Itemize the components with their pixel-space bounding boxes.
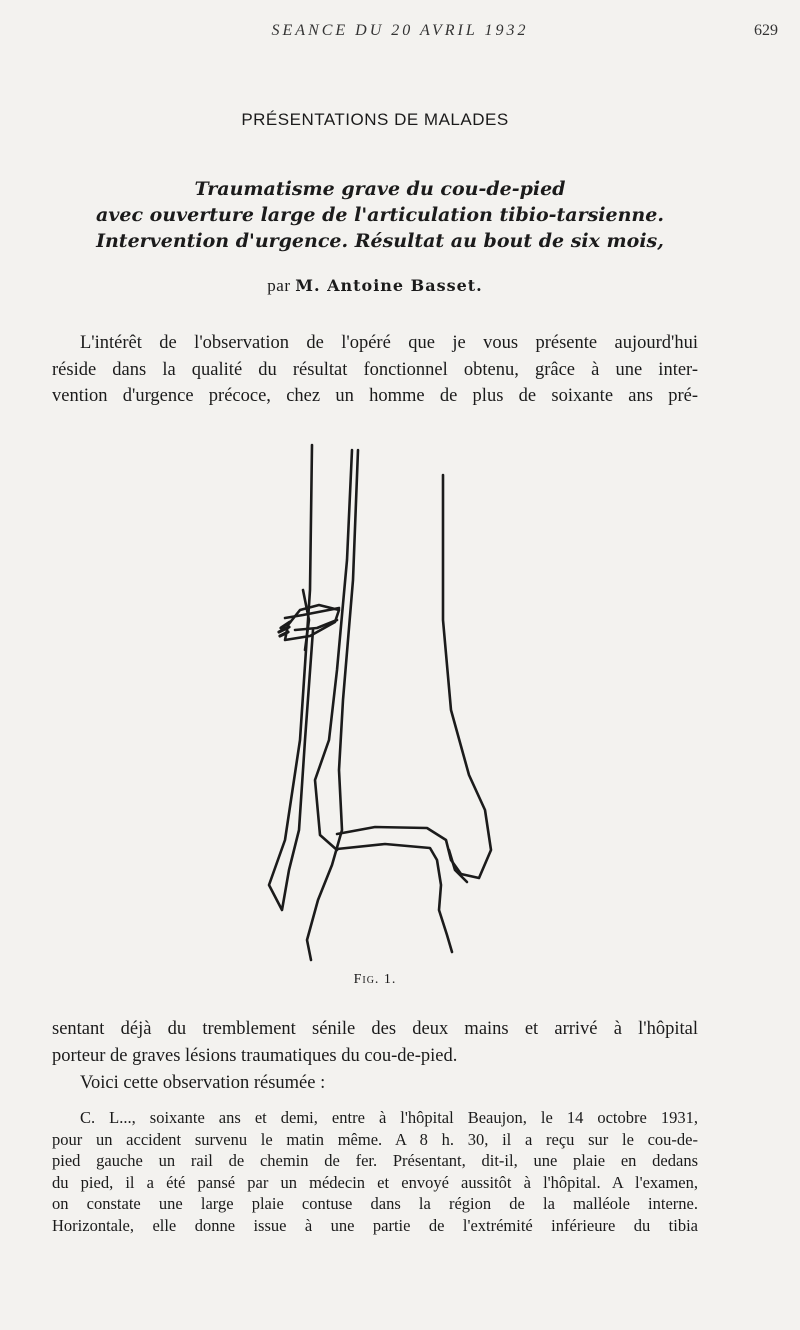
observation-text (52, 1107, 698, 1236)
text-line: porteur de graves lésions traumatiques du cou-de-pied. (52, 1045, 458, 1066)
text-line: du pied, il a été pansé par un médecin et envoyé aussitôt à l'hôpital. A l'examen, (52, 1172, 698, 1192)
author-name: M. Antoine Basset. (295, 276, 483, 295)
text-line: Voici cette observation résumée : (80, 1073, 326, 1093)
byline (0, 276, 750, 296)
paragraph-continuation (52, 1016, 698, 1069)
byline-prefix: par (267, 276, 291, 295)
text-line: Horizontale, elle donne issue à une partie de l'extrémité inférieure du tibia (52, 1215, 698, 1235)
text-line: L'intérêt de l'observation de l'opéré que je vous présente aujourd'hui (80, 333, 698, 353)
tibia-right-border (337, 475, 491, 878)
text-line: pour un accident survenu le matin même. A 8 h. 30, il a reçu sur le cou-de- (52, 1129, 698, 1149)
section-title: PRÉSENTATIONS DE MALADES (241, 110, 509, 129)
article-title-line: avec ouverture large de l'articulation tibio-tarsienne. (96, 204, 664, 226)
fibula-outline (269, 445, 313, 910)
text-line: pied gauche un rail de chemin de fer. Présentant, dit-il, une plaie en dedans (52, 1151, 698, 1170)
paragraph-intro (52, 330, 698, 410)
cerclage-wire-knot (279, 622, 290, 636)
text-line: on constate une large plaie contuse dans la région de la malléole interne. (52, 1194, 698, 1213)
article-title-line: Traumatisme grave du cou-de-pied (194, 178, 566, 200)
text-line: réside dans la qualité du résultat fonctionnel obtenu, grâce à une inter- (52, 359, 698, 380)
figure-bone-drawing (255, 440, 515, 970)
paragraph-summary-intro (52, 1070, 698, 1097)
article-title-line: Intervention d'urgence. Résultat au bout de six mois, (96, 230, 664, 252)
figure-caption: Fig. 1. (353, 972, 397, 987)
page-number: 629 (754, 22, 778, 39)
text-line: sentant déjà du tremblement sénile des deux mains et arrivé à l'hôpital (52, 1019, 698, 1039)
cerclage-wire (285, 608, 339, 618)
running-head: SEANCE DU 20 AVRIL 1932 (271, 22, 529, 39)
article-title (40, 176, 720, 254)
text-line: vention d'urgence précoce, chez un homme de plus de soixante ans pré- (52, 386, 698, 406)
malleolus-line (337, 844, 452, 952)
text-line: C. L..., soixante ans et demi, entre à l'hôpital Beaujon, le 14 octobre 1931, (80, 1108, 698, 1127)
malleolus-line (449, 850, 467, 882)
